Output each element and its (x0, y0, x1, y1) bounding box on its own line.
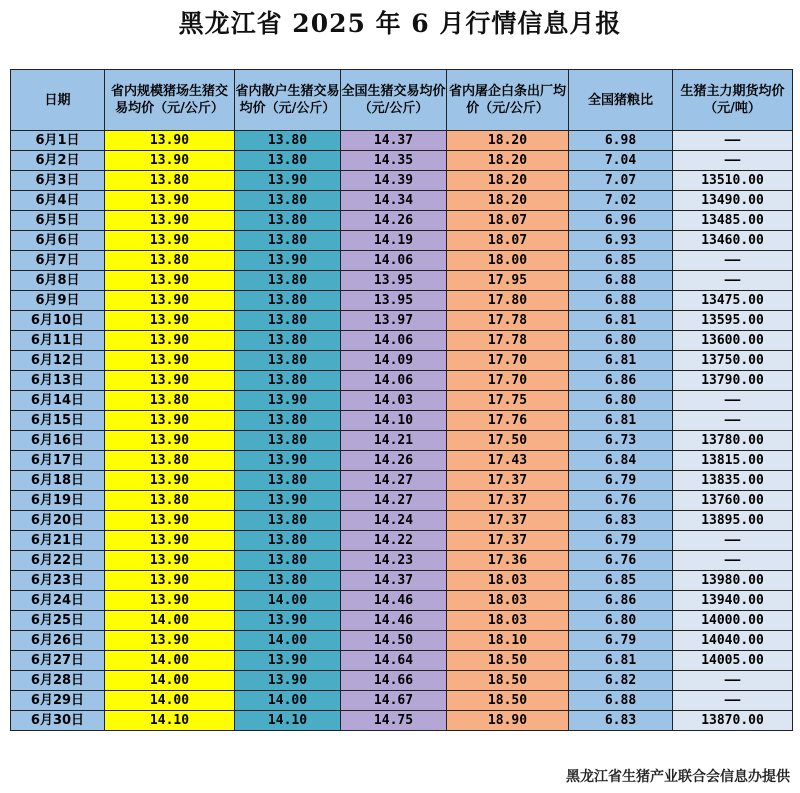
slaughter-price-cell: 17.70 (447, 371, 569, 391)
hog-grain-ratio-cell: 6.83 (569, 711, 673, 731)
futures-price-cell: 13485.00 (673, 211, 793, 231)
national-price-cell: 14.39 (341, 171, 447, 191)
scale-farm-price-cell: 13.90 (105, 151, 235, 171)
date-cell: 6月1日 (11, 131, 105, 151)
hog-grain-ratio-cell: 6.88 (569, 691, 673, 711)
date-cell: 6月16日 (11, 431, 105, 451)
slaughter-price-cell: 17.37 (447, 531, 569, 551)
retail-price-cell: 13.90 (235, 491, 341, 511)
slaughter-price-cell: 17.78 (447, 311, 569, 331)
table-row (11, 231, 793, 251)
slaughter-price-cell: 18.07 (447, 231, 569, 251)
scale-farm-price-cell: 13.90 (105, 131, 235, 151)
price-table (10, 69, 793, 731)
retail-price-cell: 13.90 (235, 391, 341, 411)
slaughter-price-cell: 17.76 (447, 411, 569, 431)
futures-price-cell: 13595.00 (673, 311, 793, 331)
table-row (11, 631, 793, 651)
retail-price-cell: 13.80 (235, 431, 341, 451)
scale-farm-price-cell: 13.90 (105, 311, 235, 331)
futures-price-cell: 13980.00 (673, 571, 793, 591)
futures-price-cell: 13750.00 (673, 351, 793, 371)
national-price-cell: 13.97 (341, 311, 447, 331)
scale-farm-price-cell: 14.10 (105, 711, 235, 731)
hog-grain-ratio-cell: 6.86 (569, 591, 673, 611)
national-price-cell: 14.03 (341, 391, 447, 411)
retail-price-cell: 13.80 (235, 191, 341, 211)
date-cell: 6月5日 (11, 211, 105, 231)
retail-price-cell: 13.90 (235, 171, 341, 191)
retail-price-cell: 13.90 (235, 451, 341, 471)
table-body (11, 131, 793, 731)
header-futures-price: 生猪主力期货均价（元/吨） (673, 70, 793, 131)
table-row (11, 671, 793, 691)
retail-price-cell: 13.80 (235, 351, 341, 371)
futures-price-cell: —— (673, 151, 793, 171)
scale-farm-price-cell: 13.90 (105, 331, 235, 351)
scale-farm-price-cell: 13.90 (105, 551, 235, 571)
national-price-cell: 14.22 (341, 531, 447, 551)
table-row (11, 651, 793, 671)
futures-price-cell: 14000.00 (673, 611, 793, 631)
scale-farm-price-cell: 13.90 (105, 211, 235, 231)
retail-price-cell: 13.90 (235, 251, 341, 271)
slaughter-price-cell: 18.00 (447, 251, 569, 271)
date-cell: 6月2日 (11, 151, 105, 171)
table-row (11, 371, 793, 391)
slaughter-price-cell: 18.20 (447, 171, 569, 191)
hog-grain-ratio-cell: 6.81 (569, 411, 673, 431)
scale-farm-price-cell: 13.90 (105, 271, 235, 291)
date-cell: 6月21日 (11, 531, 105, 551)
national-price-cell: 14.75 (341, 711, 447, 731)
header-scale-farm-price: 省内规模猪场生猪交易均价（元/公斤） (105, 70, 235, 131)
date-cell: 6月3日 (11, 171, 105, 191)
hog-grain-ratio-cell: 6.84 (569, 451, 673, 471)
retail-price-cell: 13.90 (235, 651, 341, 671)
retail-price-cell: 13.80 (235, 531, 341, 551)
date-cell: 6月24日 (11, 591, 105, 611)
national-price-cell: 14.66 (341, 671, 447, 691)
scale-farm-price-cell: 13.90 (105, 231, 235, 251)
header-row (11, 70, 793, 131)
table-row (11, 211, 793, 231)
table-row (11, 391, 793, 411)
scale-farm-price-cell: 13.90 (105, 291, 235, 311)
futures-price-cell: 13475.00 (673, 291, 793, 311)
national-price-cell: 14.24 (341, 511, 447, 531)
table-row (11, 191, 793, 211)
futures-price-cell: —— (673, 251, 793, 271)
table-row (11, 691, 793, 711)
hog-grain-ratio-cell: 6.73 (569, 431, 673, 451)
retail-price-cell: 13.80 (235, 411, 341, 431)
retail-price-cell: 13.80 (235, 211, 341, 231)
national-price-cell: 14.27 (341, 471, 447, 491)
slaughter-price-cell: 17.43 (447, 451, 569, 471)
table-row (11, 251, 793, 271)
futures-price-cell: 13760.00 (673, 491, 793, 511)
hog-grain-ratio-cell: 6.76 (569, 551, 673, 571)
national-price-cell: 14.50 (341, 631, 447, 651)
date-cell: 6月15日 (11, 411, 105, 431)
footer-credit: 黑龙江省生猪产业联合会信息办提供 (566, 769, 790, 785)
date-cell: 6月7日 (11, 251, 105, 271)
futures-price-cell: 13490.00 (673, 191, 793, 211)
date-cell: 6月11日 (11, 331, 105, 351)
retail-price-cell: 13.80 (235, 371, 341, 391)
hog-grain-ratio-cell: 6.79 (569, 531, 673, 551)
national-price-cell: 13.95 (341, 271, 447, 291)
table-row (11, 591, 793, 611)
table-row (11, 311, 793, 331)
futures-price-cell: 13870.00 (673, 711, 793, 731)
retail-price-cell: 13.90 (235, 611, 341, 631)
national-price-cell: 14.21 (341, 431, 447, 451)
futures-price-cell: —— (673, 411, 793, 431)
retail-price-cell: 13.80 (235, 271, 341, 291)
scale-farm-price-cell: 13.80 (105, 251, 235, 271)
national-price-cell: 14.46 (341, 591, 447, 611)
retail-price-cell: 13.80 (235, 511, 341, 531)
futures-price-cell: 13790.00 (673, 371, 793, 391)
slaughter-price-cell: 17.80 (447, 291, 569, 311)
slaughter-price-cell: 18.07 (447, 211, 569, 231)
scale-farm-price-cell: 14.00 (105, 651, 235, 671)
date-cell: 6月26日 (11, 631, 105, 651)
date-cell: 6月8日 (11, 271, 105, 291)
scale-farm-price-cell: 13.90 (105, 531, 235, 551)
slaughter-price-cell: 17.70 (447, 351, 569, 371)
scale-farm-price-cell: 13.80 (105, 171, 235, 191)
national-price-cell: 14.37 (341, 131, 447, 151)
national-price-cell: 14.10 (341, 411, 447, 431)
slaughter-price-cell: 18.03 (447, 571, 569, 591)
hog-grain-ratio-cell: 6.81 (569, 351, 673, 371)
scale-farm-price-cell: 13.90 (105, 411, 235, 431)
national-price-cell: 14.27 (341, 491, 447, 511)
hog-grain-ratio-cell: 7.02 (569, 191, 673, 211)
date-cell: 6月20日 (11, 511, 105, 531)
scale-farm-price-cell: 13.90 (105, 631, 235, 651)
futures-price-cell: 13600.00 (673, 331, 793, 351)
table-row (11, 511, 793, 531)
scale-farm-price-cell: 13.90 (105, 471, 235, 491)
date-cell: 6月6日 (11, 231, 105, 251)
hog-grain-ratio-cell: 6.93 (569, 231, 673, 251)
slaughter-price-cell: 18.10 (447, 631, 569, 651)
retail-price-cell: 13.80 (235, 331, 341, 351)
slaughter-price-cell: 17.78 (447, 331, 569, 351)
slaughter-price-cell: 17.37 (447, 491, 569, 511)
table-row (11, 431, 793, 451)
date-cell: 6月27日 (11, 651, 105, 671)
hog-grain-ratio-cell: 6.96 (569, 211, 673, 231)
futures-price-cell: —— (673, 551, 793, 571)
futures-price-cell: 13780.00 (673, 431, 793, 451)
scale-farm-price-cell: 13.90 (105, 371, 235, 391)
header-slaughter-price: 省内屠企白条出厂均价（元/公斤） (447, 70, 569, 131)
date-cell: 6月4日 (11, 191, 105, 211)
scale-farm-price-cell: 14.00 (105, 691, 235, 711)
futures-price-cell: 13815.00 (673, 451, 793, 471)
table-row (11, 571, 793, 591)
slaughter-price-cell: 17.37 (447, 471, 569, 491)
table-row (11, 291, 793, 311)
slaughter-price-cell: 18.20 (447, 131, 569, 151)
table-row (11, 711, 793, 731)
date-cell: 6月23日 (11, 571, 105, 591)
retail-price-cell: 13.80 (235, 551, 341, 571)
table-row (11, 411, 793, 431)
futures-price-cell: 13835.00 (673, 471, 793, 491)
date-cell: 6月12日 (11, 351, 105, 371)
table-row (11, 131, 793, 151)
futures-price-cell: 14040.00 (673, 631, 793, 651)
hog-grain-ratio-cell: 6.86 (569, 371, 673, 391)
retail-price-cell: 14.10 (235, 711, 341, 731)
slaughter-price-cell: 17.37 (447, 511, 569, 531)
futures-price-cell: —— (673, 691, 793, 711)
hog-grain-ratio-cell: 7.04 (569, 151, 673, 171)
slaughter-price-cell: 17.75 (447, 391, 569, 411)
header-date: 日期 (11, 70, 105, 131)
hog-grain-ratio-cell: 6.79 (569, 471, 673, 491)
futures-price-cell: 13895.00 (673, 511, 793, 531)
slaughter-price-cell: 17.95 (447, 271, 569, 291)
hog-grain-ratio-cell: 6.80 (569, 331, 673, 351)
retail-price-cell: 13.80 (235, 311, 341, 331)
table-row (11, 151, 793, 171)
slaughter-price-cell: 18.90 (447, 711, 569, 731)
futures-price-cell: 14005.00 (673, 651, 793, 671)
date-cell: 6月29日 (11, 691, 105, 711)
national-price-cell: 14.23 (341, 551, 447, 571)
slaughter-price-cell: 18.50 (447, 691, 569, 711)
hog-grain-ratio-cell: 6.80 (569, 611, 673, 631)
hog-grain-ratio-cell: 7.07 (569, 171, 673, 191)
hog-grain-ratio-cell: 6.81 (569, 651, 673, 671)
national-price-cell: 14.06 (341, 371, 447, 391)
futures-price-cell: —— (673, 271, 793, 291)
scale-farm-price-cell: 13.90 (105, 431, 235, 451)
retail-price-cell: 14.00 (235, 691, 341, 711)
date-cell: 6月30日 (11, 711, 105, 731)
header-hog-grain-ratio: 全国猪粮比 (569, 70, 673, 131)
futures-price-cell: 13460.00 (673, 231, 793, 251)
table-row (11, 271, 793, 291)
futures-price-cell: 13940.00 (673, 591, 793, 611)
retail-price-cell: 13.80 (235, 471, 341, 491)
scale-farm-price-cell: 13.80 (105, 391, 235, 411)
table-row (11, 331, 793, 351)
national-price-cell: 14.37 (341, 571, 447, 591)
futures-price-cell: —— (673, 391, 793, 411)
scale-farm-price-cell: 14.00 (105, 671, 235, 691)
scale-farm-price-cell: 13.80 (105, 451, 235, 471)
date-cell: 6月22日 (11, 551, 105, 571)
scale-farm-price-cell: 13.80 (105, 491, 235, 511)
scale-farm-price-cell: 13.90 (105, 571, 235, 591)
national-price-cell: 14.35 (341, 151, 447, 171)
retail-price-cell: 13.80 (235, 231, 341, 251)
futures-price-cell: —— (673, 131, 793, 151)
hog-grain-ratio-cell: 6.83 (569, 511, 673, 531)
retail-price-cell: 13.80 (235, 571, 341, 591)
date-cell: 6月13日 (11, 371, 105, 391)
national-price-cell: 14.67 (341, 691, 447, 711)
scale-farm-price-cell: 13.90 (105, 191, 235, 211)
hog-grain-ratio-cell: 6.81 (569, 311, 673, 331)
slaughter-price-cell: 18.50 (447, 651, 569, 671)
date-cell: 6月9日 (11, 291, 105, 311)
hog-grain-ratio-cell: 6.79 (569, 631, 673, 651)
table-row (11, 451, 793, 471)
slaughter-price-cell: 17.50 (447, 431, 569, 451)
date-cell: 6月18日 (11, 471, 105, 491)
slaughter-price-cell: 17.36 (447, 551, 569, 571)
hog-grain-ratio-cell: 6.88 (569, 271, 673, 291)
futures-price-cell: —— (673, 671, 793, 691)
header-retail-price: 省内散户生猪交易均价（元/公斤） (235, 70, 341, 131)
slaughter-price-cell: 18.50 (447, 671, 569, 691)
header-national-price: 全国生猪交易均价（元/公斤） (341, 70, 447, 131)
scale-farm-price-cell: 13.90 (105, 511, 235, 531)
futures-price-cell: —— (673, 531, 793, 551)
hog-grain-ratio-cell: 6.82 (569, 671, 673, 691)
scale-farm-price-cell: 13.90 (105, 591, 235, 611)
date-cell: 6月25日 (11, 611, 105, 631)
national-price-cell: 14.46 (341, 611, 447, 631)
national-price-cell: 13.95 (341, 291, 447, 311)
hog-grain-ratio-cell: 6.98 (569, 131, 673, 151)
hog-grain-ratio-cell: 6.80 (569, 391, 673, 411)
national-price-cell: 14.19 (341, 231, 447, 251)
retail-price-cell: 13.80 (235, 151, 341, 171)
date-cell: 6月10日 (11, 311, 105, 331)
national-price-cell: 14.26 (341, 211, 447, 231)
retail-price-cell: 13.80 (235, 131, 341, 151)
table-row (11, 471, 793, 491)
national-price-cell: 14.34 (341, 191, 447, 211)
date-cell: 6月17日 (11, 451, 105, 471)
scale-farm-price-cell: 13.90 (105, 351, 235, 371)
retail-price-cell: 14.00 (235, 631, 341, 651)
retail-price-cell: 13.90 (235, 671, 341, 691)
table-row (11, 551, 793, 571)
table-row (11, 531, 793, 551)
table-row (11, 171, 793, 191)
slaughter-price-cell: 18.20 (447, 151, 569, 171)
scale-farm-price-cell: 14.00 (105, 611, 235, 631)
slaughter-price-cell: 18.03 (447, 591, 569, 611)
national-price-cell: 14.09 (341, 351, 447, 371)
table-row (11, 491, 793, 511)
futures-price-cell: 13510.00 (673, 171, 793, 191)
report-title: 黑龙江省 2025 年 6 月行情信息月报 (178, 9, 622, 38)
table-row (11, 351, 793, 371)
hog-grain-ratio-cell: 6.88 (569, 291, 673, 311)
national-price-cell: 14.06 (341, 251, 447, 271)
slaughter-price-cell: 18.20 (447, 191, 569, 211)
date-cell: 6月19日 (11, 491, 105, 511)
national-price-cell: 14.06 (341, 331, 447, 351)
national-price-cell: 14.26 (341, 451, 447, 471)
hog-grain-ratio-cell: 6.85 (569, 251, 673, 271)
table-row (11, 611, 793, 631)
hog-grain-ratio-cell: 6.76 (569, 491, 673, 511)
slaughter-price-cell: 18.03 (447, 611, 569, 631)
hog-grain-ratio-cell: 6.85 (569, 571, 673, 591)
retail-price-cell: 13.80 (235, 291, 341, 311)
retail-price-cell: 14.00 (235, 591, 341, 611)
date-cell: 6月14日 (11, 391, 105, 411)
national-price-cell: 14.64 (341, 651, 447, 671)
date-cell: 6月28日 (11, 671, 105, 691)
